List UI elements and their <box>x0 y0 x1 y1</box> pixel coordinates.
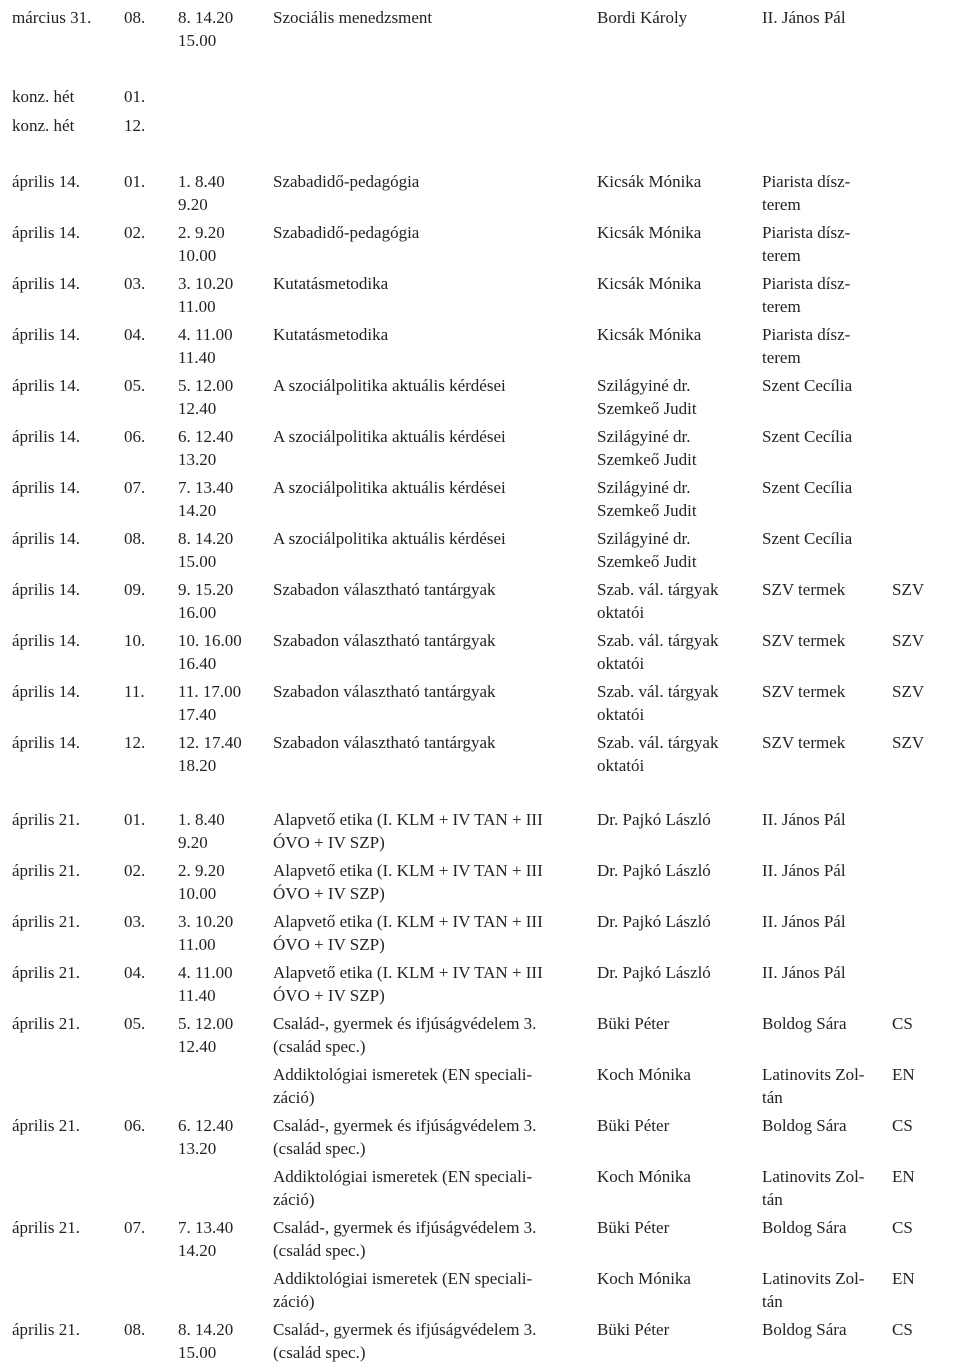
room-cell: SZV termek <box>762 682 846 701</box>
time-cell: 5. 12.00 12.40 <box>178 376 234 418</box>
slot-cell: 01. <box>124 810 146 829</box>
date-cell: április 21. <box>12 1320 80 1339</box>
subject-cell: Addiktológiai ismeretek (EN speciali- záció) <box>273 1167 533 1209</box>
teacher-cell: Dr. Pajkó László <box>597 861 711 880</box>
time-cell: 2. 9.20 10.00 <box>178 861 225 903</box>
subject-cell: Kutatásmetodika <box>273 325 389 344</box>
slot-cell: 06. <box>124 1116 146 1135</box>
date-cell: április 21. <box>12 861 80 880</box>
teacher-cell: Büki Péter <box>597 1320 670 1339</box>
slot-cell: 03. <box>124 912 146 931</box>
slot-cell: 10. <box>124 631 146 650</box>
date-cell: április 21. <box>12 810 80 829</box>
time-cell: 8. 14.20 15.00 <box>178 8 234 50</box>
date-cell: április 14. <box>12 733 80 752</box>
teacher-cell: Szilágyiné dr. Szemkeő Judit <box>597 427 697 469</box>
date-cell: április 21. <box>12 1218 80 1237</box>
date-cell: április 14. <box>12 529 80 548</box>
room-cell: Boldog Sára <box>762 1320 847 1339</box>
room-cell: Boldog Sára <box>762 1116 847 1135</box>
date-cell: április 14. <box>12 172 80 191</box>
slot-cell: 09. <box>124 580 146 599</box>
teacher-cell: Büki Péter <box>597 1014 670 1033</box>
teacher-cell: Szilágyiné dr. Szemkeő Judit <box>597 529 697 571</box>
teacher-cell: Kicsák Mónika <box>597 172 702 191</box>
subject-cell: Szabadon választható tantárgyak <box>273 631 496 650</box>
subject-cell: Alapvető etika (I. KLM + IV TAN + III ÓVO + IV SZP) <box>273 912 543 954</box>
subject-cell: Addiktológiai ismeretek (EN speciali- záció) <box>273 1065 533 1107</box>
subject-cell: Család-, gyermek és ifjúságvédelem 3. (család spec.) <box>273 1014 537 1056</box>
subject-cell: Addiktológiai ismeretek (EN speciali- záció) <box>273 1269 533 1311</box>
date-cell: április 14. <box>12 682 80 701</box>
slot-cell: 01. <box>124 172 146 191</box>
time-cell: 1. 8.40 9.20 <box>178 172 225 214</box>
subject-cell: A szociálpolitika aktuális kérdései <box>273 427 506 446</box>
time-cell: 9. 15.20 16.00 <box>178 580 234 622</box>
group-cell: CS <box>892 1320 913 1339</box>
group-cell: CS <box>892 1116 913 1135</box>
date-cell: április 21. <box>12 1014 80 1033</box>
slot-cell: 12. <box>124 116 146 135</box>
teacher-cell: Koch Mónika <box>597 1167 691 1186</box>
date-cell: április 21. <box>12 1116 80 1135</box>
date-cell: március 31. <box>12 8 92 27</box>
time-cell: 2. 9.20 10.00 <box>178 223 225 265</box>
group-cell: EN <box>892 1065 915 1084</box>
room-cell: Szent Cecília <box>762 529 853 548</box>
date-cell: április 21. <box>12 912 80 931</box>
subject-cell: Alapvető etika (I. KLM + IV TAN + III ÓVO + IV SZP) <box>273 861 543 903</box>
date-cell: április 14. <box>12 325 80 344</box>
date-cell: április 14. <box>12 427 80 446</box>
room-cell: Szent Cecília <box>762 376 853 395</box>
group-cell: SZV <box>892 580 925 599</box>
subject-cell: Szabadidő-pedagógia <box>273 223 420 242</box>
room-cell: SZV termek <box>762 580 846 599</box>
slot-cell: 01. <box>124 87 146 106</box>
room-cell: Latinovits Zol- tán <box>762 1167 865 1209</box>
teacher-cell: Szab. vál. tárgyak oktatói <box>597 682 719 724</box>
subject-cell: A szociálpolitika aktuális kérdései <box>273 529 506 548</box>
date-cell: április 14. <box>12 631 80 650</box>
teacher-cell: Koch Mónika <box>597 1269 691 1288</box>
time-cell: 12. 17.40 18.20 <box>178 733 242 775</box>
subject-cell: Család-, gyermek és ifjúságvédelem 3. (család spec.) <box>273 1320 537 1362</box>
time-cell: 8. 14.20 15.00 <box>178 529 234 571</box>
group-cell: EN <box>892 1167 915 1186</box>
teacher-cell: Szab. vál. tárgyak oktatói <box>597 733 719 775</box>
room-cell: Latinovits Zol- tán <box>762 1065 865 1107</box>
room-cell: II. János Pál <box>762 912 846 931</box>
room-cell: Piarista dísz- terem <box>762 223 851 265</box>
teacher-cell: Kicsák Mónika <box>597 274 702 293</box>
room-cell: Piarista dísz- terem <box>762 274 851 316</box>
teacher-cell: Szab. vál. tárgyak oktatói <box>597 580 719 622</box>
slot-cell: 08. <box>124 8 146 27</box>
date-cell: konz. hét <box>12 116 75 135</box>
teacher-cell: Kicsák Mónika <box>597 223 702 242</box>
group-cell: SZV <box>892 631 925 650</box>
date-cell: április 14. <box>12 580 80 599</box>
subject-cell: Kutatásmetodika <box>273 274 389 293</box>
slot-cell: 04. <box>124 325 146 344</box>
slot-cell: 08. <box>124 529 146 548</box>
slot-cell: 07. <box>124 478 146 497</box>
group-cell: EN <box>892 1269 915 1288</box>
time-cell: 7. 13.40 14.20 <box>178 1218 234 1260</box>
group-cell: SZV <box>892 733 925 752</box>
subject-cell: Család-, gyermek és ifjúságvédelem 3. (család spec.) <box>273 1218 537 1260</box>
teacher-cell: Dr. Pajkó László <box>597 810 711 829</box>
room-cell: Boldog Sára <box>762 1218 847 1237</box>
room-cell: II. János Pál <box>762 8 846 27</box>
subject-cell: Alapvető etika (I. KLM + IV TAN + III ÓVO + IV SZP) <box>273 810 543 852</box>
date-cell: konz. hét <box>12 87 75 106</box>
time-cell: 3. 10.20 11.00 <box>178 274 234 316</box>
time-cell: 5. 12.00 12.40 <box>178 1014 234 1056</box>
teacher-cell: Szab. vál. tárgyak oktatói <box>597 631 719 673</box>
teacher-cell: Kicsák Mónika <box>597 325 702 344</box>
room-cell: Latinovits Zol- tán <box>762 1269 865 1311</box>
time-cell: 11. 17.00 17.40 <box>178 682 242 724</box>
subject-cell: Alapvető etika (I. KLM + IV TAN + III ÓVO + IV SZP) <box>273 963 543 1005</box>
slot-cell: 08. <box>124 1320 146 1339</box>
subject-cell: Szabadon választható tantárgyak <box>273 580 496 599</box>
teacher-cell: Dr. Pajkó László <box>597 963 711 982</box>
room-cell: SZV termek <box>762 631 846 650</box>
slot-cell: 04. <box>124 963 146 982</box>
time-cell: 6. 12.40 13.20 <box>178 427 234 469</box>
slot-cell: 05. <box>124 376 146 395</box>
subject-cell: A szociálpolitika aktuális kérdései <box>273 478 506 497</box>
subject-cell: Család-, gyermek és ifjúságvédelem 3. (család spec.) <box>273 1116 537 1158</box>
room-cell: Piarista dísz- terem <box>762 172 851 214</box>
group-cell: CS <box>892 1218 913 1237</box>
room-cell: Szent Cecília <box>762 427 853 446</box>
time-cell: 6. 12.40 13.20 <box>178 1116 234 1158</box>
time-cell: 7. 13.40 14.20 <box>178 478 234 520</box>
date-cell: április 21. <box>12 963 80 982</box>
room-cell: II. János Pál <box>762 810 846 829</box>
group-cell: CS <box>892 1014 913 1033</box>
time-cell: 1. 8.40 9.20 <box>178 810 225 852</box>
date-cell: április 14. <box>12 478 80 497</box>
subject-cell: Szabadidő-pedagógia <box>273 172 420 191</box>
time-cell: 4. 11.00 11.40 <box>178 963 233 1005</box>
subject-cell: A szociálpolitika aktuális kérdései <box>273 376 506 395</box>
time-cell: 8. 14.20 15.00 <box>178 1320 234 1362</box>
time-cell: 10. 16.00 16.40 <box>178 631 242 673</box>
room-cell: II. János Pál <box>762 861 846 880</box>
subject-cell: Szabadon választható tantárgyak <box>273 733 496 752</box>
teacher-cell: Szilágyiné dr. Szemkeő Judit <box>597 376 697 418</box>
teacher-cell: Szilágyiné dr. Szemkeő Judit <box>597 478 697 520</box>
room-cell: Piarista dísz- terem <box>762 325 851 367</box>
slot-cell: 05. <box>124 1014 146 1033</box>
slot-cell: 07. <box>124 1218 146 1237</box>
subject-cell: Szociális menedzsment <box>273 8 433 27</box>
slot-cell: 02. <box>124 223 146 242</box>
slot-cell: 12. <box>124 733 146 752</box>
date-cell: április 14. <box>12 223 80 242</box>
date-cell: április 14. <box>12 274 80 293</box>
group-cell: SZV <box>892 682 925 701</box>
teacher-cell: Koch Mónika <box>597 1065 691 1084</box>
slot-cell: 02. <box>124 861 146 880</box>
time-cell: 3. 10.20 11.00 <box>178 912 234 954</box>
room-cell: Boldog Sára <box>762 1014 847 1033</box>
time-cell: 4. 11.00 11.40 <box>178 325 233 367</box>
teacher-cell: Büki Péter <box>597 1116 670 1135</box>
room-cell: SZV termek <box>762 733 846 752</box>
date-cell: április 14. <box>12 376 80 395</box>
slot-cell: 06. <box>124 427 146 446</box>
teacher-cell: Bordi Károly <box>597 8 688 27</box>
room-cell: Szent Cecília <box>762 478 853 497</box>
slot-cell: 11. <box>124 682 145 701</box>
slot-cell: 03. <box>124 274 146 293</box>
subject-cell: Szabadon választható tantárgyak <box>273 682 496 701</box>
room-cell: II. János Pál <box>762 963 846 982</box>
teacher-cell: Büki Péter <box>597 1218 670 1237</box>
teacher-cell: Dr. Pajkó László <box>597 912 711 931</box>
